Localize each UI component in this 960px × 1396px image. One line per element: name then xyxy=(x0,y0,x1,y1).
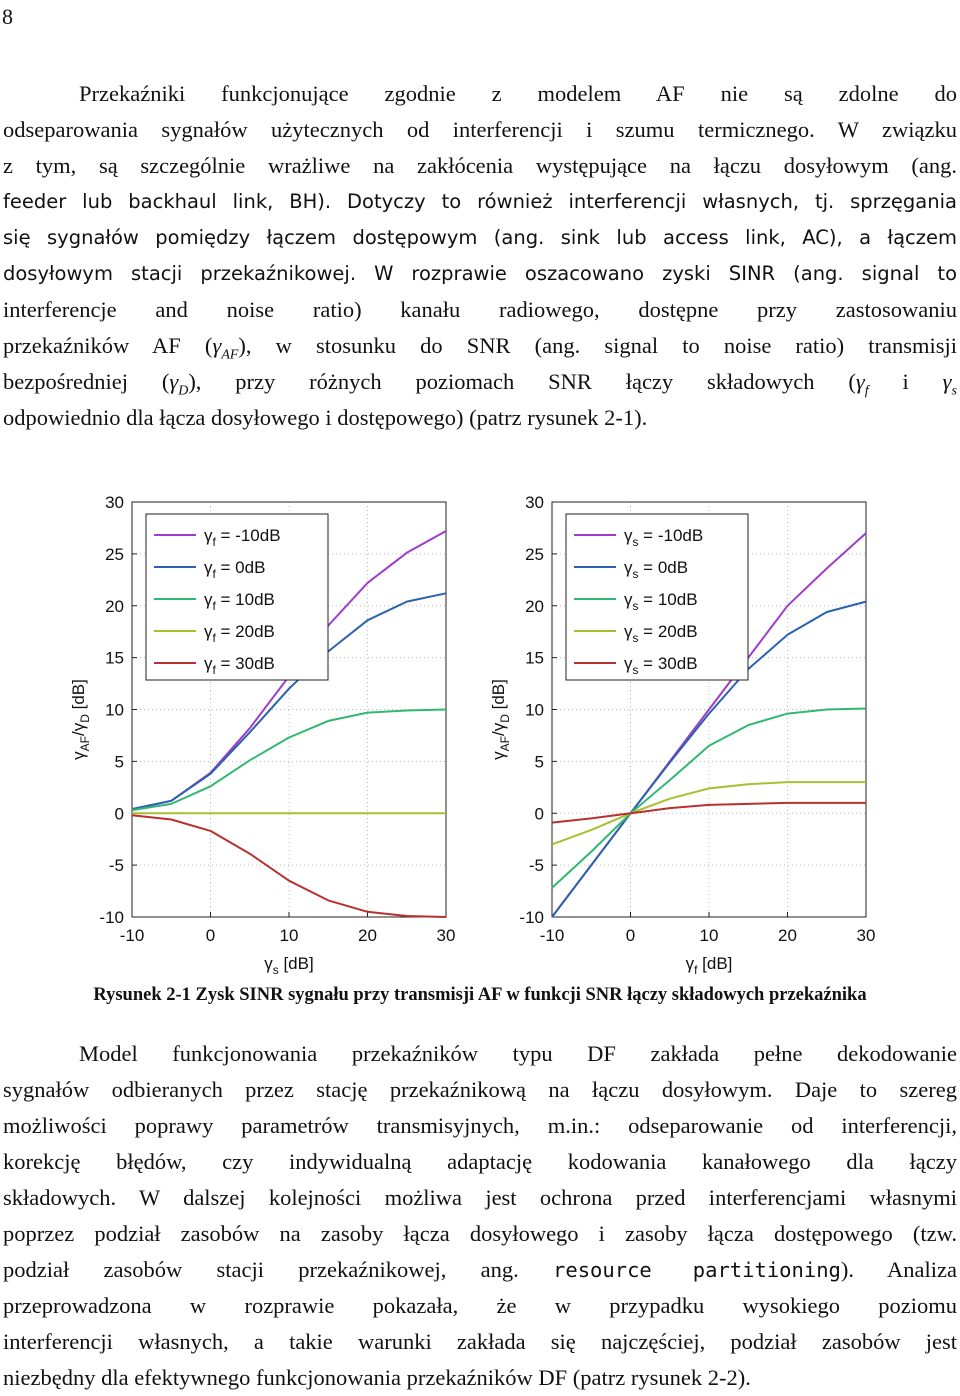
y-tick-label: 30 xyxy=(105,493,124,512)
text-line: składowych. W dalszej kolejności możliwa jest ochrona przed interferencjami własnymi xyxy=(3,1185,957,1210)
y-tick-label: 30 xyxy=(525,493,544,512)
text-line: interferencje and noise ratio) kanału radiowego, dostępne przy zastosowaniu xyxy=(3,297,957,322)
y-tick-label: 0 xyxy=(114,804,124,824)
text-line: odpowiednio dla łącza dosyłowego i dostępowego) (patrz rysunek 2-1). xyxy=(3,405,648,430)
gamma-af-symbol: $\gamma_{AF}$ xyxy=(212,333,239,363)
page-number: 8 xyxy=(2,4,13,29)
chart-panel-left xyxy=(69,493,455,977)
gamma-s-symbol: $\gamma_s$ xyxy=(942,369,957,399)
figure-caption: Rysunek 2-1 Zysk SINR sygnału przy transmisji AF w funkcji SNR łączy składowych przekaźnika xyxy=(93,985,867,1005)
legend-label: $\gamma_s = 0dB$ xyxy=(624,558,689,582)
text-line: dosyłowym stacji przekaźnikowej. W rozprawie oszacowano zyski SINR (ang. signal to xyxy=(3,262,957,285)
x-tick-label: 0 xyxy=(205,926,216,945)
text-line: feeder lub backhaul link, BH). Dotyczy to również interferencji własnych, tj. sprzęgania xyxy=(3,190,957,213)
y-tick-label: 5 xyxy=(114,752,124,772)
x-tick-label: 20 xyxy=(778,926,797,945)
legend-label: $\gamma_f = 10dB$ xyxy=(204,590,275,614)
y-tick-label: 5 xyxy=(534,752,544,772)
x-axis-label: $\gamma_s$ [dB] xyxy=(264,954,314,978)
text-line: z tym, są szczególnie wrażliwe na zakłócenia występujące na łączu dosyłowym (ang. xyxy=(3,153,957,178)
x-tick-label: 20 xyxy=(358,926,377,945)
y-axis-label: $\gamma_{AF}/\gamma_D$ [dB] xyxy=(69,679,92,760)
text-line: Model funkcjonowania przekaźników typu DF zakłada pełne dekodowanie xyxy=(79,1041,957,1066)
y-tick-label: 0 xyxy=(534,804,544,824)
y-tick-label: 15 xyxy=(105,648,124,668)
text-line: przeprowadzona w rozprawie pokazała, że w przypadku wysokiego poziomu xyxy=(3,1293,957,1318)
text-line: niezbędny dla efektywnego funkcjonowania przekaźników DF (patrz rysunek 2-2). xyxy=(3,1365,751,1390)
x-tick-label: 10 xyxy=(699,926,719,945)
legend-label: $\gamma_s = -10dB$ xyxy=(624,526,704,550)
text-line: podział zasobów stacji przekaźnikowej, ang. resource partitioning). Analiza xyxy=(3,1257,957,1282)
y-tick-label: 10 xyxy=(525,700,544,720)
legend-label: $\gamma_s = 10dB$ xyxy=(624,590,698,614)
legend-label: $\gamma_s = 20dB$ xyxy=(624,622,698,646)
x-tick-label: -10 xyxy=(539,926,565,945)
y-tick-label: 20 xyxy=(105,596,124,616)
y-tick-label: 25 xyxy=(105,544,124,564)
x-axis-label: $\gamma_f$ [dB] xyxy=(685,954,733,978)
text-line: poprzez podział zasobów na zasoby łącza dosyłowego i zasoby łącza dostępowego (tzw. xyxy=(3,1221,957,1246)
y-tick-label: 25 xyxy=(525,544,544,564)
y-axis-label: $\gamma_{AF}/\gamma_D$ [dB] xyxy=(489,679,512,760)
text-line: możliwości poprawy parametrów transmisyjnych, m.in.: odseparowanie od interferencji, xyxy=(3,1113,957,1138)
x-tick-label: 30 xyxy=(856,926,876,945)
legend-label: $\gamma_s = 30dB$ xyxy=(624,654,698,678)
x-tick-label: 10 xyxy=(279,926,299,945)
legend-label: $\gamma_f = 30dB$ xyxy=(204,654,275,678)
text-line: Przekaźniki funkcjonujące zgodnie z modelem AF nie są zdolne do xyxy=(79,81,957,106)
y-tick-label: -5 xyxy=(528,856,544,876)
legend-label: $\gamma_f = 0dB$ xyxy=(204,558,266,582)
y-tick-label: 10 xyxy=(105,700,124,720)
figure-sinr-gain xyxy=(0,480,960,980)
y-tick-label: 20 xyxy=(525,596,544,616)
paragraph-df-relays xyxy=(3,1036,957,1396)
text-line: bezpośredniej $(\gamma_D)$, przy różnych poziomach SNR łączy składowych ($\gamma_f$ i $\gamma_s$ xyxy=(3,369,957,399)
text-line: korekcję błędów, czy indywidualną adaptację kodowania kanałowego dla łączy xyxy=(3,1149,957,1174)
x-tick-label: -10 xyxy=(119,926,145,945)
y-tick-label: -10 xyxy=(99,908,124,927)
y-tick-label: -10 xyxy=(519,908,544,927)
text-line: odseparowania sygnałów użytecznych od interferencji i szumu termicznego. W związku xyxy=(3,117,957,142)
legend-label: $\gamma_f = 20dB$ xyxy=(204,622,275,646)
gamma-f-symbol: $\gamma_f$ xyxy=(855,369,869,399)
text-line: sygnałów odbieranych przez stację przekaźnikową na łączu dosyłowym. Daje to szereg xyxy=(3,1077,957,1102)
paragraph-af-relays xyxy=(3,76,957,436)
y-tick-label: -5 xyxy=(108,856,124,876)
text-line: się sygnałów pomiędzy łączem dostępowym (ang. sink lub access link, AC), a łączem xyxy=(3,226,957,249)
legend-label: $\gamma_f = -10dB$ xyxy=(204,526,281,550)
y-tick-label: 15 xyxy=(525,648,544,668)
text-line: interferencji własnych, a takie warunki zakłada się najczęściej, podział zasobów jest xyxy=(3,1329,957,1354)
chart-panel-right xyxy=(489,493,875,977)
x-tick-label: 30 xyxy=(436,926,456,945)
x-tick-label: 0 xyxy=(625,926,636,945)
gamma-d-symbol: $\gamma_D$ xyxy=(169,369,189,399)
text-line: przekaźników AF $(\gamma_{AF})$, w stosunku do SNR (ang. signal to noise ratio) transmisji xyxy=(3,333,958,363)
